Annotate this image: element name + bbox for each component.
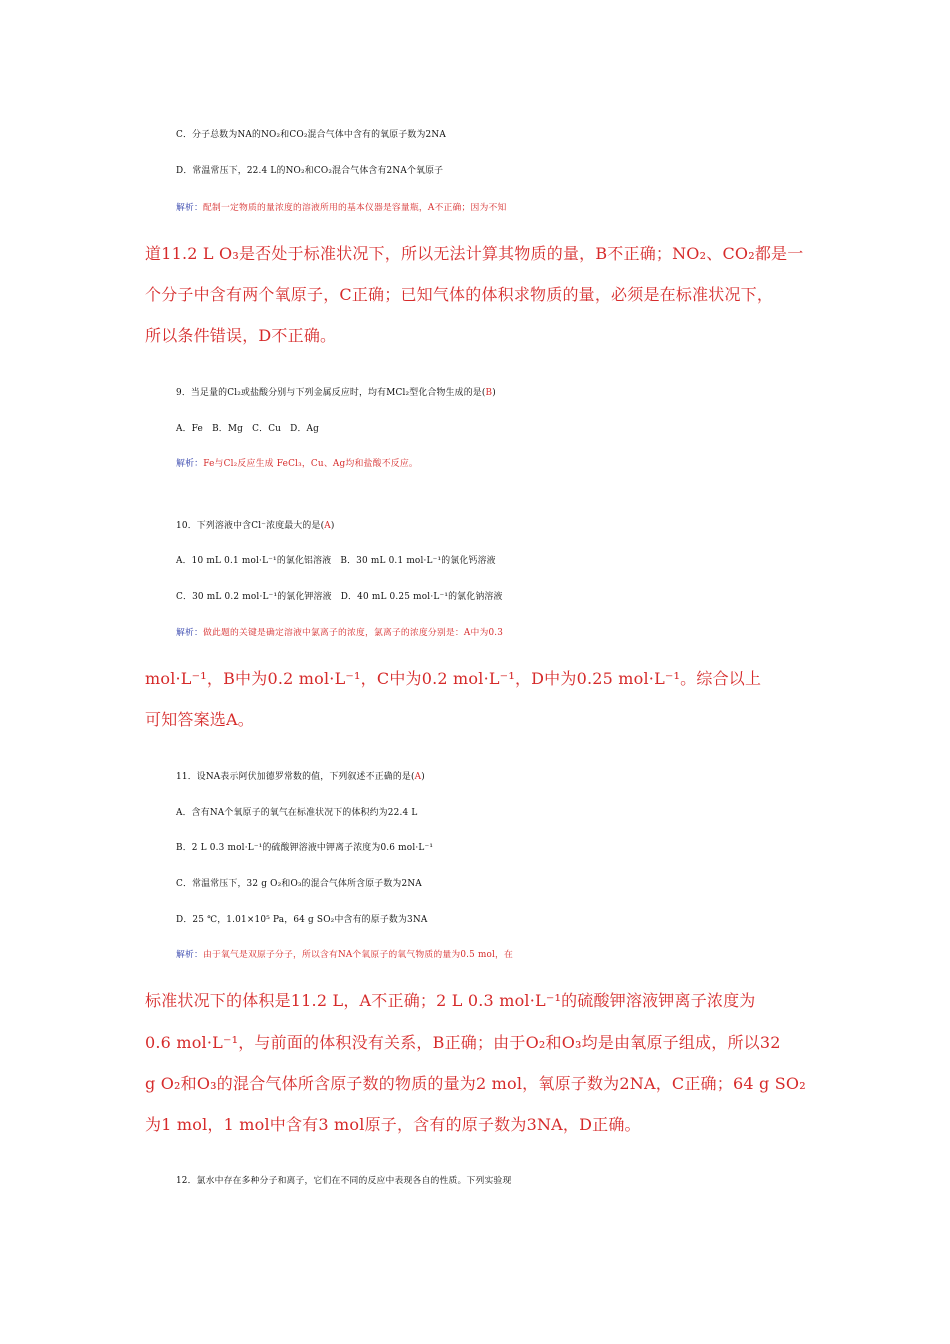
q11-close: ): [421, 772, 425, 782]
analysis-text: 配制一定物质的量浓度的溶液所用的基本仪器是容量瓶，A不正确；因为不知: [203, 203, 507, 213]
analysis-label: 解析：: [176, 459, 204, 469]
analysis-label: 解析：: [176, 950, 203, 960]
q9-stem-text: 9．当足量的Cl₂或盐酸分别与下列金属反应时，均有MCl₂型化合物生成的是(: [176, 388, 486, 398]
q9-options: A．Fe B．Mg C．Cu D．Ag: [176, 424, 320, 434]
q11-option-c: C．常温常压下，32 g O₂和O₃的混合气体所含原子数为2NA: [176, 879, 422, 889]
analysis-text: Fe与Cl₂反应生成 FeCl₃，Cu、Ag均和盐酸不反应。: [203, 459, 418, 469]
q10-analysis-line-2: mol·L⁻¹，B中为0.2 mol·L⁻¹，C中为0.2 mol·L⁻¹，D中为0.25 mol·L⁻¹。综合以上: [145, 669, 762, 688]
q10-stem: [176, 518, 841, 531]
q10-analysis-line-1: [176, 625, 841, 638]
analysis-text: 做此题的关键是确定溶液中氯离子的浓度，氯离子的浓度分别是：A中为0.3: [203, 628, 504, 638]
q12-stem: 12．氯水中存在多种分子和离子，它们在不同的反应中表现各自的性质。下列实验现: [176, 1176, 512, 1186]
q11-option-d: D．25 ℃，1.01×10⁵ Pa，64 g SO₂中含有的原子数为3NA: [176, 915, 428, 925]
q8-option-c: C．分子总数为NA的NO₂和CO₂混合气体中含有的氧原子数为2NA: [176, 130, 446, 140]
q9-analysis: [176, 456, 841, 469]
q10-options-cd: C．30 mL 0.2 mol·L⁻¹的氯化钾溶液 D．40 mL 0.25 mol·L⁻¹的氯化钠溶液: [176, 592, 503, 602]
q11-analysis-line-3: 0.6 mol·L⁻¹，与前面的体积没有关系，B正确；由于O₂和O₃均是由氧原子组成，所以32: [145, 1033, 781, 1052]
analysis-label: 解析：: [176, 203, 203, 213]
q11-answer: A: [414, 772, 422, 782]
q10-analysis-line-3: 可知答案选A。: [145, 710, 254, 729]
q8-analysis-line-1: [176, 200, 841, 213]
q11-analysis-line-4: g O₂和O₃的混合气体所含原子数的物质的量为2 mol，氧原子数为2NA，C正确；64 g SO₂: [145, 1074, 806, 1093]
q8-analysis-line-4: 所以条件错误，D不正确。: [145, 326, 337, 345]
analysis-label: 解析：: [176, 628, 203, 638]
q10-close: ): [330, 521, 335, 531]
q11-analysis-line-5: 为1 mol，1 mol中含有3 mol原子，含有的原子数为3NA，D正确。: [145, 1115, 641, 1134]
q9-close: ): [492, 388, 496, 398]
q8-analysis-line-2: 道11.2 L O₃是否处于标准状况下，所以无法计算其物质的量，B不正确；NO₂、CO₂都是一: [145, 244, 804, 263]
q11-option-b: B．2 L 0.3 mol·L⁻¹的硫酸钾溶液中钾离子浓度为0.6 mol·L⁻¹: [176, 843, 434, 853]
q11-stem: [176, 769, 841, 782]
q9-stem: [176, 385, 841, 398]
analysis-text: 由于氧气是双原子分子，所以含有NA个氧原子的氧气物质的量为0.5 mol，在: [203, 950, 513, 960]
q10-answer: A: [324, 521, 331, 531]
q8-analysis-line-3: 个分子中含有两个氧原子，C正确；已知气体的体积求物质的量，必须是在标准状况下，: [145, 285, 774, 304]
q11-analysis-line-1: [176, 947, 841, 960]
q8-option-d: D．常温常压下，22.4 L的NO₂和CO₂混合气体含有2NA个氧原子: [176, 166, 444, 176]
q9-answer: B: [485, 388, 493, 398]
q11-option-a: A．含有NA个氧原子的氧气在标准状况下的体积约为22.4 L: [176, 808, 418, 818]
q10-options-ab: A．10 mL 0.1 mol·L⁻¹的氯化铝溶液 B．30 mL 0.1 mol·L⁻¹的氯化钙溶液: [176, 556, 496, 566]
q10-stem-text: 10．下列溶液中含Cl⁻浓度最大的是(: [176, 521, 325, 531]
q11-stem-text: 11．设NA表示阿伏加德罗常数的值，下列叙述不正确的是(: [176, 772, 415, 782]
q11-analysis-line-2: 标准状况下的体积是11.2 L，A不正确；2 L 0.3 mol·L⁻¹的硫酸钾溶液钾离子浓度为: [145, 991, 756, 1010]
